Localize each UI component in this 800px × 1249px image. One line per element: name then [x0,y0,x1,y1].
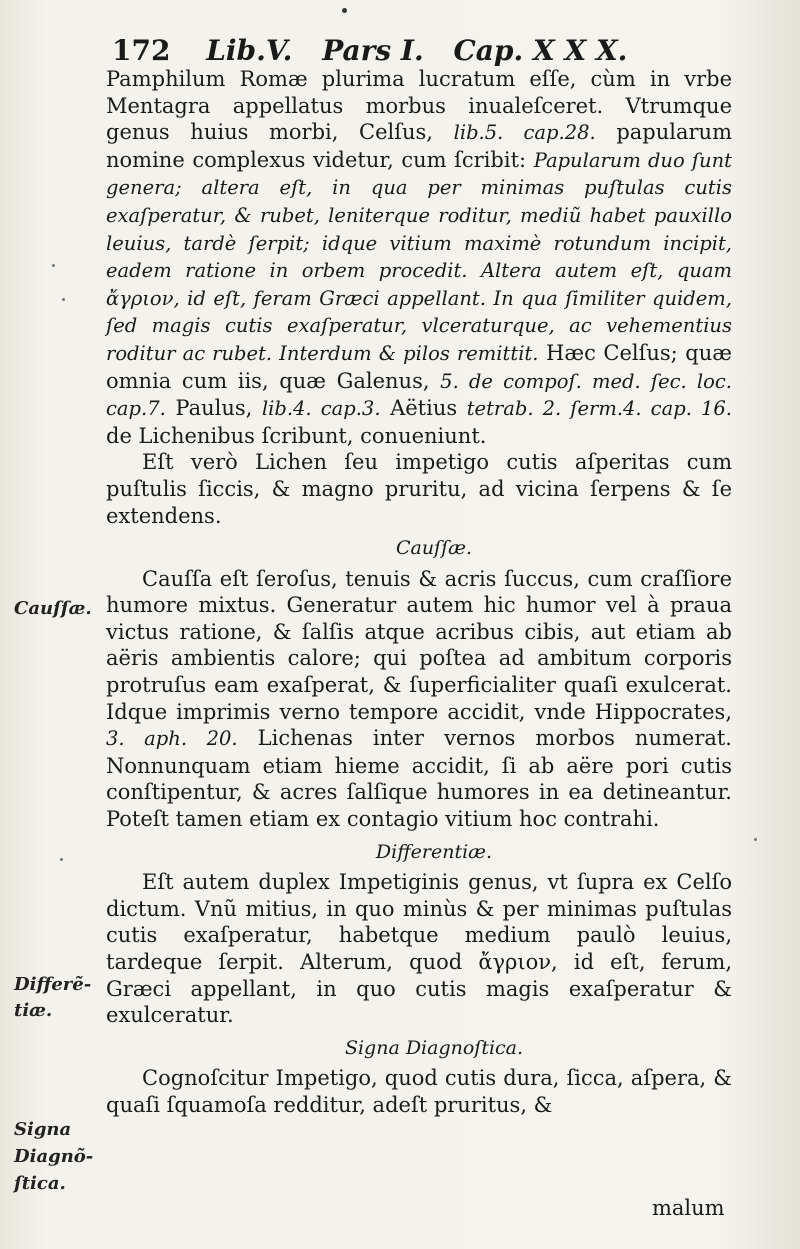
catchword: malum [652,1196,725,1220]
text-run: Aëtius [390,396,458,421]
paragraph-5: Cognoſcitur Impetigo, quod cutis dura, ſicca, aſpera, & quaſi ſquamoſa redditur, adeſt pruritus, & [106,1066,732,1117]
heading-differentiae: Differentiæ. [375,840,493,863]
margin-note-differentiae [14,972,100,1024]
text-run: Lichenas inter vernos morbos numerat. Nonnunquam etiam hieme accidit, ſi ab aëre pori cutis conſtipentur, & acres ſalſique humores in ea detineantur. Poteſt tamen etiam ex contagio vitium hoc contrahi. [106,726,732,832]
margin-line: tiæ. [14,1000,53,1021]
citation: lib.4. cap.3. [261,397,381,421]
citation: tetrab. 2. ſerm.4. cap. 16. [466,397,732,421]
page-number: 172 [112,34,171,67]
header-chapter: Cap. X X X. [453,34,628,67]
paper-speck [52,264,55,267]
margin-line: Diagnõ- [14,1146,94,1167]
running-header [112,34,628,67]
paragraph-4: Eſt autem duplex Impetiginis genus, vt ſupra ex Celſo dictum. Vnũ mitius, in quo minùs & per minimas puſtulas cutis exaſperatur, habetque medium paulò leuius, tardeque ſerpit. Alterum, quod ἄγριον, id eſt, ferum, Græci appellant, in quo cutis magis exaſperatur & exulceratur. [106,870,732,1028]
citation: 5. de compoſ. med. ſec. loc. cap.7. [106,369,732,421]
header-book: Lib.V. [206,34,293,67]
heading-signa-diagnostica: Signa Diagnoſtica. [344,1036,524,1059]
text-run: Cauſſa eſt ſeroſus, tenuis & acris ſuccus, cum craſſiore humore mixtus. Generatur autem hic humor vel à praua victus ratione, & ſalſis atque acribus cibis, aut etiam ab aëris ambientis calore; qui poſtea ad ambitum corporis protruſus eam exaſperat, & ſuperficialiter quaſi exulcerat. Idque imprimis verno tempore accidit, vnde Hippocrates, [106,566,732,724]
margin-note-signa [14,1116,100,1197]
margin-note-causae: Cauſſæ. [14,598,92,619]
text-run: Paulus, [175,396,253,421]
paper-speck [62,298,65,301]
margin-line: Differẽ- [14,974,92,995]
heading-causae: Cauſſæ. [395,537,473,560]
paragraph-3 [106,566,732,833]
text-run: papularum nomine complexus videtur, cum ſcribit: [106,120,732,172]
citation: 3. aph. 20. [106,727,238,751]
text-run: de Lichenibus ſcribunt, conueniunt. [106,423,487,448]
ink-dot [342,8,347,13]
citation: lib.5. cap.28. [453,121,596,145]
paragraph-2: Eſt verò Lichen ſeu impetigo cutis aſperitas cum puſtulis ſiccis, & magno pruritu, ad vicina ſerpens & ſe extendens. [106,450,732,528]
margin-line: Signa [14,1119,72,1140]
text-run: Pamphilum Romæ plurima lucratum eſſe, cùm in vrbe Mentagra appellatus morbus inualeſceret. Vtrumque genus huius morbi, Celſus, [106,67,732,145]
paper-speck [60,858,63,861]
main-text [106,66,732,1119]
paragraph-1 [106,66,732,449]
paper-speck [754,838,757,841]
text-run: Hæc Celſus; quæ omnia cum iis, quæ Galenus, [106,340,732,393]
margin-line: ſtica. [14,1173,66,1194]
celsus-quote: Papularum duo ſunt genera; altera eſt, in qua per minimas puſtulas cutis exaſperatur, & rubet, leniterque roditur, mediũ habet pauxillo leuius, tardè ſerpit; idque vitium maximè rotundum incipit, eadem ratione in orbem procedit. Altera autem eſt, quam ἄγριον, id eſt, feram Græci appellant. In qua ſimiliter quidem, ſed magis cutis exaſperatur, vlceraturque, ac vehementius roditur ac rubet. Interdum & pilos remittit. [106,148,733,365]
header-part: Pars I. [322,34,424,67]
